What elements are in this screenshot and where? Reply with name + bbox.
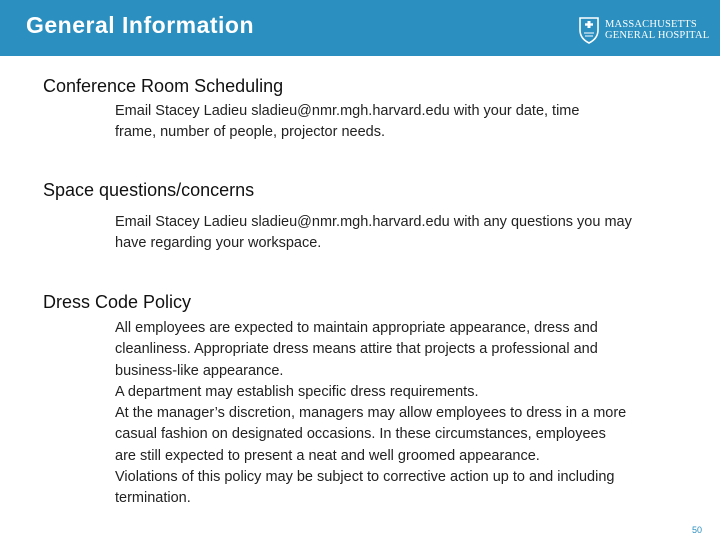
logo-line-2: GENERAL HOSPITAL [605, 30, 710, 41]
text-line: frame, number of people, projector needs. [115, 124, 386, 141]
text-line: A department may establish specific dress requirements. [115, 383, 479, 400]
section-heading-space-questions: Space questions/concerns [43, 180, 255, 200]
section-heading-dress-code: Dress Code Policy [43, 292, 192, 312]
text-line: cleanliness. Appropriate dress means attire that projects a professional and [115, 341, 598, 358]
logo-line-1: MASSACHUSETTS [605, 19, 697, 30]
text-line: are still expected to present a neat and well groomed appearance. [115, 447, 540, 464]
text-line: Email Stacey Ladieu sladieu@nmr.mgh.harvard.edu with any questions you may [115, 214, 632, 230]
section-body-space-questions [115, 212, 705, 255]
page-title: General Information [26, 12, 255, 38]
section-body-dress-code [115, 318, 705, 510]
text-line: have regarding your workspace. [115, 235, 322, 252]
header-bar [0, 0, 720, 56]
text-line: termination. [115, 490, 191, 507]
text-line: casual fashion on designated occasions. In these circumstances, employees [115, 426, 606, 443]
page-number: 50 [692, 525, 703, 535]
text-line: Email Stacey Ladieu sladieu@nmr.mgh.harvard.edu with your date, time [115, 103, 580, 119]
text-line: business-like appearance. [115, 362, 284, 379]
mgh-logo [578, 14, 712, 46]
section-body-conference-room [115, 101, 705, 144]
text-line: Violations of this policy may be subject to corrective action up to and including [115, 469, 615, 486]
section-heading-conference-room: Conference Room Scheduling [43, 76, 284, 96]
mgh-shield-icon [578, 16, 600, 44]
text-line: All employees are expected to maintain appropriate appearance, dress and [115, 320, 598, 336]
text-line: At the manager’s discretion, managers may allow employees to dress in a more [115, 405, 627, 422]
